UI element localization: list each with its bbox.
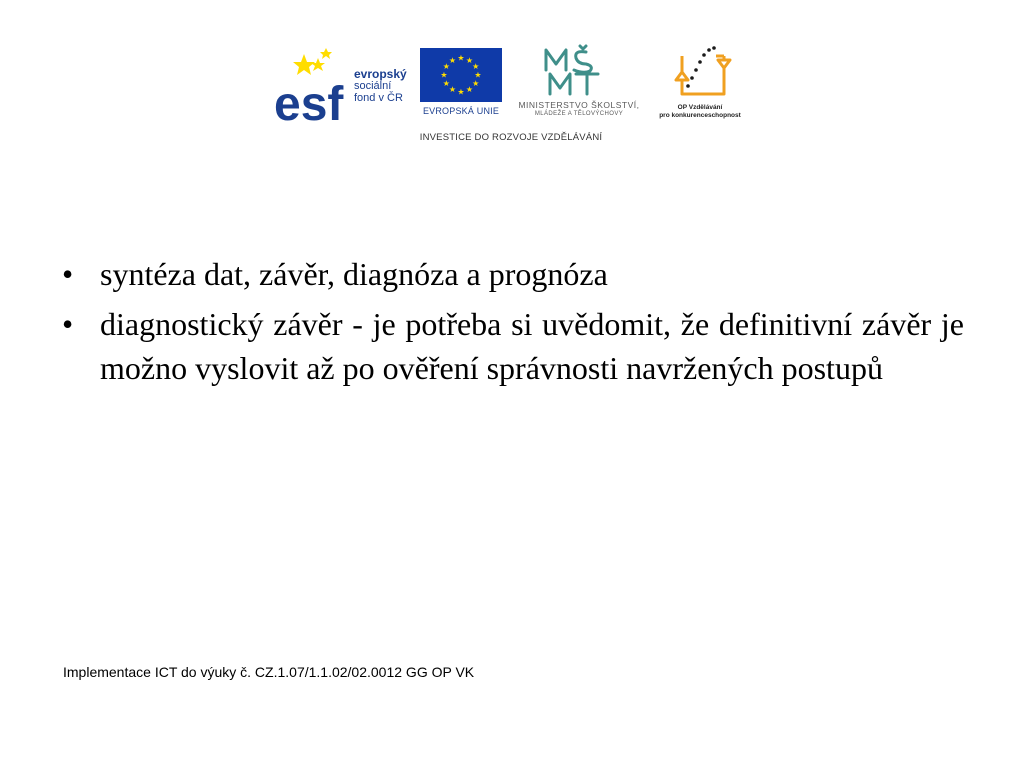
esf-caption [354, 68, 407, 104]
footer-project-id: Implementace ICT do výuky č. CZ.1.07/1.1.02/02.0012 GG OP VK [63, 664, 475, 680]
opvk-logo [652, 46, 748, 124]
bullet-text: diagnostický závěr - je potřeba si uvědomit, že definitivní závěr je možno vyslovit až po ověření správnosti navržených postupů [100, 306, 964, 386]
eu-star-icon: ★ [442, 79, 450, 88]
eu-flag-icon [420, 48, 502, 102]
esf-line-1: evropský [354, 67, 407, 81]
bullet-list [56, 252, 964, 396]
eu-star-icon: ★ [457, 53, 465, 63]
eu-logo [420, 48, 502, 122]
eu-star-icon: ★ [474, 70, 482, 80]
logo-strip [274, 44, 748, 150]
eu-star-icon: ★ [472, 62, 480, 71]
esf-logo [274, 48, 414, 124]
eu-star-icon: ★ [440, 70, 448, 80]
eu-star-icon: ★ [457, 87, 465, 97]
msmt-line-1: MINISTERSTVO ŠKOLSTVÍ, [518, 100, 640, 110]
bullet-item [56, 252, 964, 296]
eu-star-icon: ★ [472, 79, 480, 88]
esf-emblem-icon [274, 48, 354, 124]
eu-star-icon: ★ [465, 55, 474, 65]
opvk-emblem-icon [652, 46, 748, 102]
eu-star-icon: ★ [465, 85, 474, 95]
bullet-marker: • [62, 256, 74, 292]
eu-star-icon: ★ [448, 85, 457, 95]
msmt-monogram-icon [506, 44, 652, 98]
esf-line-3: fond v ČR [354, 92, 403, 104]
bullet-item [56, 302, 964, 390]
msmt-line-2: MLÁDEŽE A TĚLOVÝCHOVY [534, 111, 624, 117]
bullet-marker: • [62, 306, 74, 342]
msmt-logo [506, 44, 652, 122]
esf-line-2: sociální [354, 80, 392, 92]
opvk-line-2: pro konkurenceschopnost [659, 112, 741, 119]
eu-star-icon: ★ [448, 55, 457, 65]
eu-label: EVROPSKÁ UNIE [422, 106, 500, 116]
investice-tagline: INVESTICE DO ROZVOJE VZDĚLÁVÁNÍ [419, 132, 603, 143]
bullet-text: syntéza dat, závěr, diagnóza a prognóza [100, 256, 608, 292]
opvk-line-1: OP Vzdělávání [677, 104, 723, 111]
eu-star-icon: ★ [442, 62, 450, 71]
svg-text:esf: esf [274, 78, 344, 124]
